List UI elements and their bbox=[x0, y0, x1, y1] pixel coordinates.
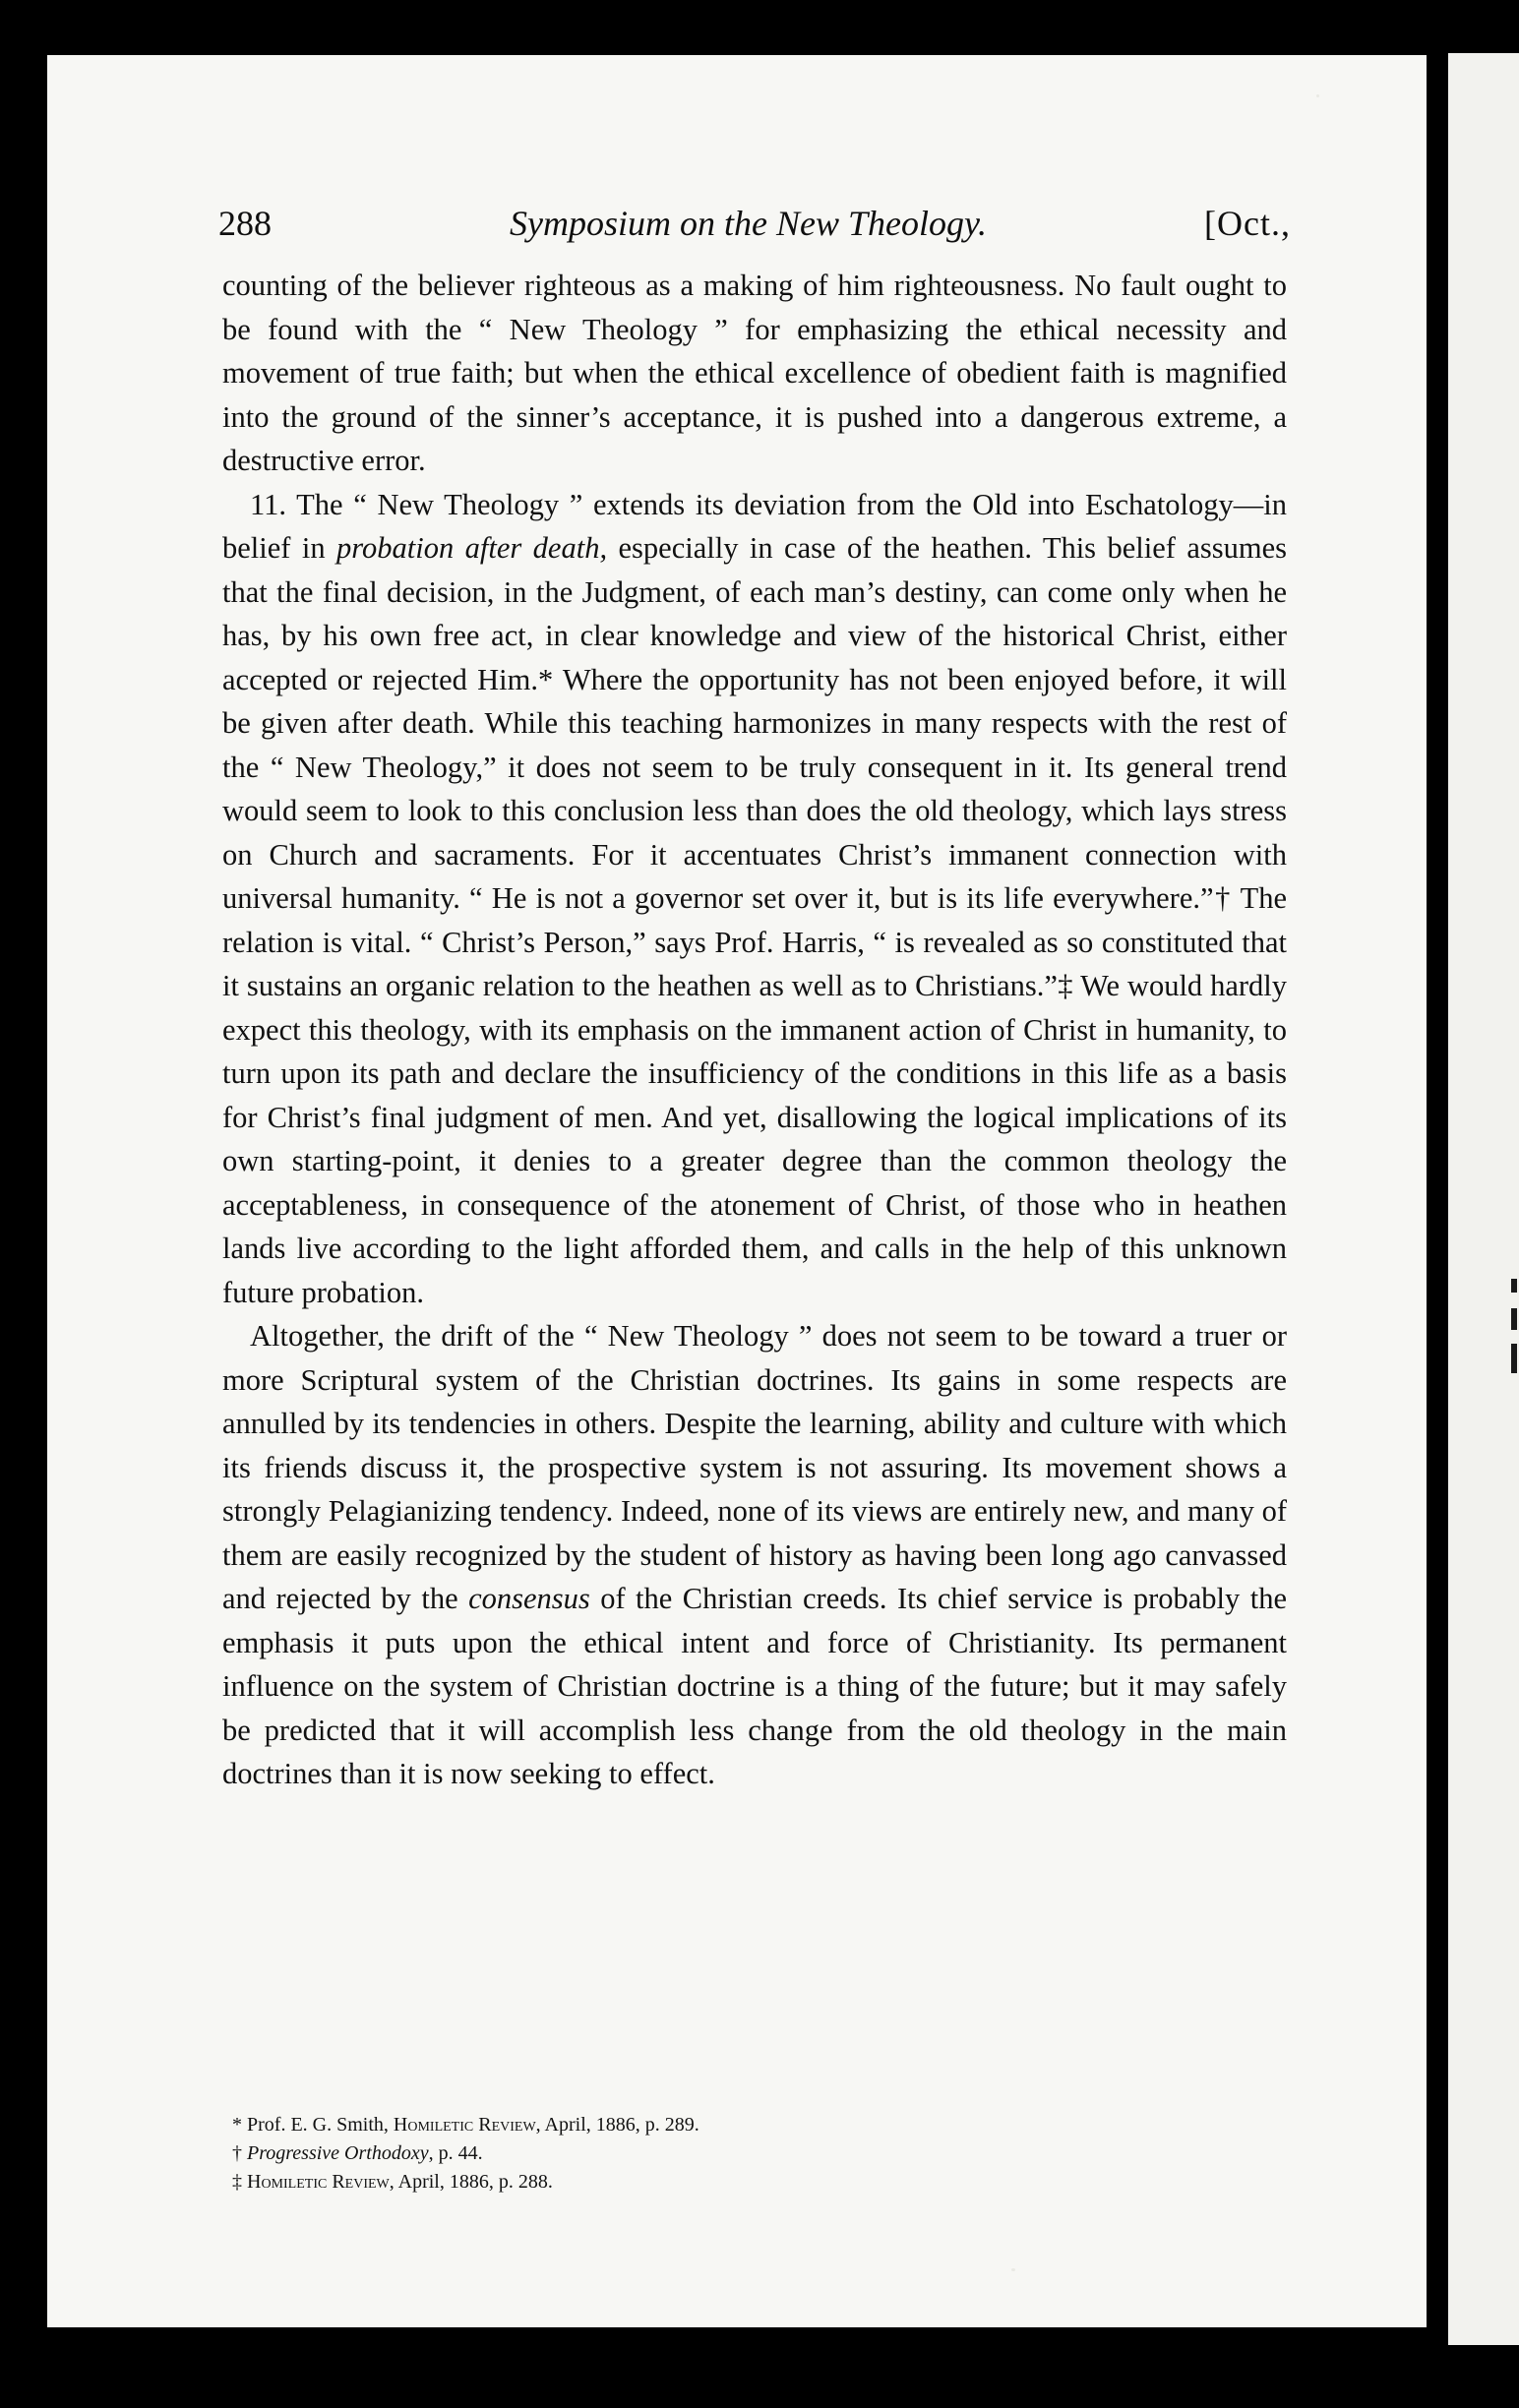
running-header bbox=[218, 197, 1291, 256]
paragraph-3-text-b: of the Christian creeds. Its chief service is probably the emphasis it puts upon the ethical intent and force of Christianity. Its permanent influence on the system of Christian doctrine is a thing of the future; but it may safely be predicted that it will accomplish less change from the old theology in the main doctrines than it is now seeking to effect. bbox=[222, 1582, 1287, 1790]
footnote-1 bbox=[232, 2111, 1118, 2139]
footnote-1-text-a: * Prof. E. G. Smith, bbox=[232, 2114, 394, 2136]
paper-speck bbox=[1011, 2268, 1015, 2271]
footnote-1-text-b: , April, 1886, p. 289. bbox=[535, 2114, 699, 2136]
paragraph-2-text-b: especially in case of the heathen. This belief assumes that the final decision, in the Judgment, of each man’s destiny, can come only when he has, by his own free act, in clear knowledge and view of the historical Christ, either accepted or rejected Him.* Where the opportunity has not been enjoyed before, it will be given after death. While this teaching harmonizes in many respects with the rest of the “ New Theology,” it does not seem to be truly consequent in it. Its general trend would seem to look to this conclusion less than does the old theology, which lays stress on Church and sacraments. For it accentuates Christ’s immanent connection with universal humanity. “ He is not a governor set over it, but is its life everywhere.”† The relation is vital. “ Christ’s Person,” says Prof. Harris, “ is revealed as so constituted that it sustains an organic relation to the heathen as well as to Christians.”‡ We would hardly expect this theology, with its emphasis on the immanent action of Christ in humanity, to turn upon its path and declare the insufficiency of the conditions in this life as a basis for Christ’s final judgment of men. And yet, disallowing the logical implications of its own starting-point, it denies to a greater degree than the common theology the acceptableness, in consequence of the atonement of Christ, of those who in heathen lands live according to the light afforded them, and calls in the help of this unknown future probation. bbox=[222, 531, 1287, 1309]
footnote-3 bbox=[232, 2168, 1118, 2197]
paragraph-1-text: counting of the believer righteous as a making of him righteousness. No fault ought to be found with the “ New Theology ” for emphasizing the ethical necessity and movement of true faith; but when the ethical excellence of obedient faith is magnified into the ground of the sinner’s acceptance, it is pushed into a dangerous extreme, a destructive error. bbox=[222, 269, 1287, 477]
paper-speck bbox=[1316, 94, 1319, 97]
paragraph-2-text-a: 11. The “ New Theology ” extends its deviation from the Old into Eschatology—in belief in bbox=[222, 487, 1287, 565]
paragraph-3 bbox=[222, 1314, 1287, 1796]
paragraph-2 bbox=[222, 483, 1287, 1315]
page-number: 288 bbox=[218, 204, 272, 243]
footnote-2-text-b: , p. 44. bbox=[428, 2142, 483, 2164]
body-text bbox=[222, 264, 1287, 1796]
footnotes bbox=[232, 2111, 1118, 2197]
facing-page-mark bbox=[1511, 1279, 1517, 1293]
paragraph-2-emphasis: probation after death, bbox=[336, 531, 608, 565]
footnote-3-text-b: , April, 1886, p. 288. bbox=[389, 2171, 553, 2193]
footnote-3-journal: Homiletic Review bbox=[247, 2171, 390, 2193]
footnote-2-text-a: † bbox=[232, 2142, 247, 2164]
footnote-2 bbox=[232, 2139, 1118, 2168]
paragraph-3-emphasis: consensus bbox=[468, 1582, 590, 1615]
facing-page-edge bbox=[1448, 53, 1519, 2345]
running-title: Symposium on the New Theology. bbox=[510, 204, 987, 243]
facing-page-mark bbox=[1511, 1308, 1517, 1330]
facing-page-mark bbox=[1511, 1344, 1517, 1373]
paragraph-1 bbox=[222, 264, 1287, 483]
paragraph-3-text-a: Altogether, the drift of the “ New Theology ” does not seem to be toward a truer or more Scriptural system of the Christian doctrines. Its gains in some respects are annulled by its tendencies in others. Despite the learning, ability and culture with which its friends discuss it, the prospective system is not assuring. Its movement shows a strongly Pelagianizing tendency. Indeed, none of its views are entirely new, and many of them are easily recognized by the student of history as having been long ago canvassed and rejected by the bbox=[222, 1319, 1287, 1615]
issue-month: [Oct., bbox=[1204, 204, 1291, 243]
footnote-3-text-a: ‡ bbox=[232, 2171, 247, 2193]
footnote-1-journal: Homiletic Review bbox=[393, 2114, 536, 2136]
footnote-2-book: Progressive Orthodoxy bbox=[247, 2142, 429, 2164]
